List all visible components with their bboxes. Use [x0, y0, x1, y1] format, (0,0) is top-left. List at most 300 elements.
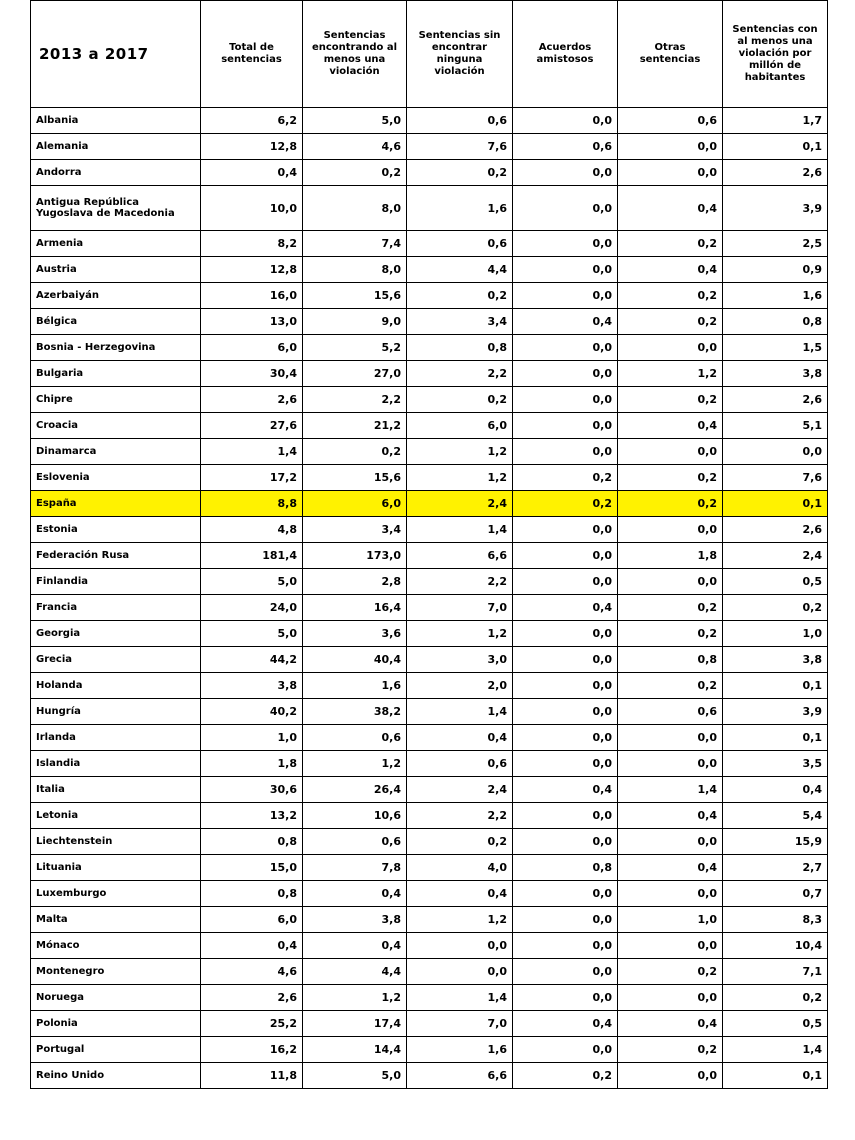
with-violation-cell: 4,6 — [303, 134, 407, 160]
with-violation-cell: 5,2 — [303, 335, 407, 361]
table-row — [31, 699, 828, 725]
table-row — [31, 361, 828, 387]
table-row — [31, 335, 828, 361]
table-row — [31, 673, 828, 699]
without-violation-cell: 1,6 — [407, 1037, 513, 1063]
friendly-settlements-cell: 0,0 — [513, 881, 618, 907]
with-violation-cell: 1,6 — [303, 673, 407, 699]
without-violation-cell: 6,6 — [407, 543, 513, 569]
country-cell: Luxemburgo — [31, 881, 201, 907]
table-row — [31, 647, 828, 673]
other-sentences-cell: 0,2 — [618, 283, 723, 309]
with-violation-cell: 2,8 — [303, 569, 407, 595]
without-violation-cell: 1,2 — [407, 465, 513, 491]
without-violation-cell: 1,2 — [407, 907, 513, 933]
other-sentences-cell: 1,0 — [618, 907, 723, 933]
without-violation-cell: 0,0 — [407, 933, 513, 959]
friendly-settlements-cell: 0,0 — [513, 829, 618, 855]
total-sentences-cell: 1,0 — [201, 725, 303, 751]
header-other-sentences: Otras sentencias — [618, 1, 723, 108]
other-sentences-cell: 0,2 — [618, 959, 723, 985]
total-sentences-cell: 2,6 — [201, 985, 303, 1011]
with-violation-cell: 26,4 — [303, 777, 407, 803]
with-violation-cell: 15,6 — [303, 283, 407, 309]
friendly-settlements-cell: 0,0 — [513, 907, 618, 933]
friendly-settlements-cell: 0,0 — [513, 257, 618, 283]
total-sentences-cell: 5,0 — [201, 621, 303, 647]
violation-per-million-cell: 0,1 — [723, 725, 828, 751]
country-cell: Mónaco — [31, 933, 201, 959]
table-row — [31, 134, 828, 160]
without-violation-cell: 2,0 — [407, 673, 513, 699]
header-violation-per-million: Sentencias con al menos una violación por millón de habitantes — [723, 1, 828, 108]
total-sentences-cell: 8,8 — [201, 491, 303, 517]
country-cell: Austria — [31, 257, 201, 283]
table-row — [31, 283, 828, 309]
friendly-settlements-cell: 0,0 — [513, 621, 618, 647]
with-violation-cell: 9,0 — [303, 309, 407, 335]
violation-per-million-cell: 3,9 — [723, 186, 828, 231]
violation-per-million-cell: 3,5 — [723, 751, 828, 777]
without-violation-cell: 0,6 — [407, 108, 513, 134]
violation-per-million-cell: 1,7 — [723, 108, 828, 134]
without-violation-cell: 1,4 — [407, 985, 513, 1011]
country-cell: Lituania — [31, 855, 201, 881]
table-row — [31, 257, 828, 283]
other-sentences-cell: 0,0 — [618, 160, 723, 186]
total-sentences-cell: 11,8 — [201, 1063, 303, 1089]
without-violation-cell: 1,6 — [407, 186, 513, 231]
violation-per-million-cell: 0,5 — [723, 569, 828, 595]
table-row — [31, 855, 828, 881]
violation-per-million-cell: 0,1 — [723, 134, 828, 160]
violation-per-million-cell: 5,1 — [723, 413, 828, 439]
total-sentences-cell: 4,6 — [201, 959, 303, 985]
with-violation-cell: 7,8 — [303, 855, 407, 881]
other-sentences-cell: 0,0 — [618, 1063, 723, 1089]
friendly-settlements-cell: 0,4 — [513, 777, 618, 803]
violation-per-million-cell: 15,9 — [723, 829, 828, 855]
with-violation-cell: 0,2 — [303, 439, 407, 465]
without-violation-cell: 0,2 — [407, 283, 513, 309]
total-sentences-cell: 10,0 — [201, 186, 303, 231]
country-cell: Letonia — [31, 803, 201, 829]
table-row — [31, 413, 828, 439]
country-cell: Grecia — [31, 647, 201, 673]
total-sentences-cell: 30,4 — [201, 361, 303, 387]
other-sentences-cell: 0,0 — [618, 517, 723, 543]
total-sentences-cell: 6,2 — [201, 108, 303, 134]
friendly-settlements-cell: 0,0 — [513, 387, 618, 413]
friendly-settlements-cell: 0,0 — [513, 933, 618, 959]
total-sentences-cell: 16,2 — [201, 1037, 303, 1063]
country-cell: Portugal — [31, 1037, 201, 1063]
violation-per-million-cell: 1,5 — [723, 335, 828, 361]
country-cell: Albania — [31, 108, 201, 134]
table-row — [31, 881, 828, 907]
violation-per-million-cell: 0,9 — [723, 257, 828, 283]
other-sentences-cell: 0,0 — [618, 881, 723, 907]
without-violation-cell: 1,4 — [407, 699, 513, 725]
other-sentences-cell: 0,4 — [618, 803, 723, 829]
country-cell: Montenegro — [31, 959, 201, 985]
table-row — [31, 777, 828, 803]
friendly-settlements-cell: 0,2 — [513, 491, 618, 517]
total-sentences-cell: 24,0 — [201, 595, 303, 621]
violation-per-million-cell: 2,6 — [723, 517, 828, 543]
country-cell: Chipre — [31, 387, 201, 413]
table-row — [31, 985, 828, 1011]
violation-per-million-cell: 2,6 — [723, 387, 828, 413]
table-header — [31, 1, 828, 108]
country-cell: España — [31, 491, 201, 517]
without-violation-cell: 3,0 — [407, 647, 513, 673]
friendly-settlements-cell: 0,4 — [513, 1011, 618, 1037]
friendly-settlements-cell: 0,0 — [513, 543, 618, 569]
violation-per-million-cell: 2,6 — [723, 160, 828, 186]
country-cell: Armenia — [31, 231, 201, 257]
total-sentences-cell: 2,6 — [201, 387, 303, 413]
friendly-settlements-cell: 0,8 — [513, 855, 618, 881]
table-row — [31, 1063, 828, 1089]
friendly-settlements-cell: 0,2 — [513, 1063, 618, 1089]
with-violation-cell: 4,4 — [303, 959, 407, 985]
total-sentences-cell: 15,0 — [201, 855, 303, 881]
other-sentences-cell: 1,8 — [618, 543, 723, 569]
country-cell: Eslovenia — [31, 465, 201, 491]
table-row — [31, 309, 828, 335]
other-sentences-cell: 1,2 — [618, 361, 723, 387]
other-sentences-cell: 0,2 — [618, 387, 723, 413]
other-sentences-cell: 0,6 — [618, 108, 723, 134]
table-row — [31, 803, 828, 829]
without-violation-cell: 1,2 — [407, 439, 513, 465]
without-violation-cell: 2,4 — [407, 491, 513, 517]
violation-per-million-cell: 2,4 — [723, 543, 828, 569]
friendly-settlements-cell: 0,0 — [513, 699, 618, 725]
friendly-settlements-cell: 0,6 — [513, 134, 618, 160]
total-sentences-cell: 30,6 — [201, 777, 303, 803]
total-sentences-cell: 3,8 — [201, 673, 303, 699]
with-violation-cell: 0,2 — [303, 160, 407, 186]
country-cell: Reino Unido — [31, 1063, 201, 1089]
country-cell: Bosnia - Herzegovina — [31, 335, 201, 361]
without-violation-cell: 4,4 — [407, 257, 513, 283]
with-violation-cell: 21,2 — [303, 413, 407, 439]
with-violation-cell: 27,0 — [303, 361, 407, 387]
total-sentences-cell: 0,8 — [201, 829, 303, 855]
with-violation-cell: 3,4 — [303, 517, 407, 543]
violation-per-million-cell: 10,4 — [723, 933, 828, 959]
violation-per-million-cell: 2,5 — [723, 231, 828, 257]
country-cell: Bulgaria — [31, 361, 201, 387]
country-cell: Hungría — [31, 699, 201, 725]
friendly-settlements-cell: 0,0 — [513, 439, 618, 465]
violation-per-million-cell: 0,1 — [723, 1063, 828, 1089]
table-row — [31, 387, 828, 413]
total-sentences-cell: 1,8 — [201, 751, 303, 777]
with-violation-cell: 5,0 — [303, 1063, 407, 1089]
country-cell: Irlanda — [31, 725, 201, 751]
without-violation-cell: 6,0 — [407, 413, 513, 439]
total-sentences-cell: 0,8 — [201, 881, 303, 907]
table-body — [31, 108, 828, 1089]
friendly-settlements-cell: 0,4 — [513, 595, 618, 621]
friendly-settlements-cell: 0,0 — [513, 803, 618, 829]
with-violation-cell: 10,6 — [303, 803, 407, 829]
with-violation-cell: 1,2 — [303, 985, 407, 1011]
with-violation-cell: 2,2 — [303, 387, 407, 413]
country-cell: Azerbaiyán — [31, 283, 201, 309]
table-row — [31, 160, 828, 186]
other-sentences-cell: 0,2 — [618, 673, 723, 699]
violation-per-million-cell: 0,2 — [723, 595, 828, 621]
table-row — [31, 725, 828, 751]
without-violation-cell: 0,4 — [407, 881, 513, 907]
without-violation-cell: 2,4 — [407, 777, 513, 803]
violation-per-million-cell: 2,7 — [723, 855, 828, 881]
violation-per-million-cell: 3,8 — [723, 361, 828, 387]
with-violation-cell: 0,6 — [303, 829, 407, 855]
friendly-settlements-cell: 0,0 — [513, 160, 618, 186]
table-row — [31, 959, 828, 985]
country-cell: Andorra — [31, 160, 201, 186]
other-sentences-cell: 0,0 — [618, 725, 723, 751]
with-violation-cell: 40,4 — [303, 647, 407, 673]
country-cell: Liechtenstein — [31, 829, 201, 855]
country-cell: Estonia — [31, 517, 201, 543]
country-cell: Croacia — [31, 413, 201, 439]
with-violation-cell: 38,2 — [303, 699, 407, 725]
violation-per-million-cell: 3,8 — [723, 647, 828, 673]
other-sentences-cell: 0,2 — [618, 595, 723, 621]
violation-per-million-cell: 1,6 — [723, 283, 828, 309]
other-sentences-cell: 0,0 — [618, 134, 723, 160]
with-violation-cell: 3,6 — [303, 621, 407, 647]
other-sentences-cell: 0,4 — [618, 186, 723, 231]
country-cell: Bélgica — [31, 309, 201, 335]
with-violation-cell: 5,0 — [303, 108, 407, 134]
country-cell: Antigua República Yugoslava de Macedonia — [31, 186, 201, 231]
without-violation-cell: 0,0 — [407, 959, 513, 985]
with-violation-cell: 8,0 — [303, 257, 407, 283]
table-row-highlighted — [31, 491, 828, 517]
country-cell: Finlandia — [31, 569, 201, 595]
other-sentences-cell: 0,8 — [618, 647, 723, 673]
country-cell: Noruega — [31, 985, 201, 1011]
table-row — [31, 829, 828, 855]
country-cell: Islandia — [31, 751, 201, 777]
friendly-settlements-cell: 0,0 — [513, 283, 618, 309]
table-row — [31, 231, 828, 257]
total-sentences-cell: 6,0 — [201, 907, 303, 933]
violation-per-million-cell: 0,1 — [723, 491, 828, 517]
table-row — [31, 621, 828, 647]
without-violation-cell: 0,4 — [407, 725, 513, 751]
with-violation-cell: 0,4 — [303, 881, 407, 907]
without-violation-cell: 7,0 — [407, 1011, 513, 1037]
without-violation-cell: 1,2 — [407, 621, 513, 647]
table-row — [31, 439, 828, 465]
friendly-settlements-cell: 0,0 — [513, 231, 618, 257]
country-cell: Malta — [31, 907, 201, 933]
with-violation-cell: 0,4 — [303, 933, 407, 959]
friendly-settlements-cell: 0,0 — [513, 108, 618, 134]
other-sentences-cell: 0,0 — [618, 829, 723, 855]
without-violation-cell: 4,0 — [407, 855, 513, 881]
other-sentences-cell: 0,0 — [618, 335, 723, 361]
total-sentences-cell: 40,2 — [201, 699, 303, 725]
friendly-settlements-cell: 0,0 — [513, 186, 618, 231]
total-sentences-cell: 4,8 — [201, 517, 303, 543]
without-violation-cell: 0,2 — [407, 829, 513, 855]
country-cell: Francia — [31, 595, 201, 621]
period-label: 2013 a 2017 — [31, 1, 201, 108]
other-sentences-cell: 0,0 — [618, 569, 723, 595]
total-sentences-cell: 13,0 — [201, 309, 303, 335]
total-sentences-cell: 181,4 — [201, 543, 303, 569]
total-sentences-cell: 0,4 — [201, 933, 303, 959]
country-cell: Georgia — [31, 621, 201, 647]
with-violation-cell: 15,6 — [303, 465, 407, 491]
friendly-settlements-cell: 0,0 — [513, 413, 618, 439]
total-sentences-cell: 13,2 — [201, 803, 303, 829]
other-sentences-cell: 0,0 — [618, 439, 723, 465]
total-sentences-cell: 5,0 — [201, 569, 303, 595]
violation-per-million-cell: 8,3 — [723, 907, 828, 933]
table-row — [31, 907, 828, 933]
violation-per-million-cell: 3,9 — [723, 699, 828, 725]
other-sentences-cell: 0,2 — [618, 465, 723, 491]
friendly-settlements-cell: 0,0 — [513, 959, 618, 985]
violation-per-million-cell: 0,2 — [723, 985, 828, 1011]
sentences-table — [30, 0, 828, 1089]
header-friendly-settlements: Acuerdos amistosos — [513, 1, 618, 108]
violation-per-million-cell: 0,4 — [723, 777, 828, 803]
violation-per-million-cell: 0,7 — [723, 881, 828, 907]
header-with-violation: Sentencias encontrando al menos una violación — [303, 1, 407, 108]
with-violation-cell: 173,0 — [303, 543, 407, 569]
with-violation-cell: 8,0 — [303, 186, 407, 231]
friendly-settlements-cell: 0,0 — [513, 985, 618, 1011]
without-violation-cell: 0,6 — [407, 231, 513, 257]
table-row — [31, 517, 828, 543]
other-sentences-cell: 0,4 — [618, 257, 723, 283]
other-sentences-cell: 0,6 — [618, 699, 723, 725]
other-sentences-cell: 0,4 — [618, 855, 723, 881]
total-sentences-cell: 1,4 — [201, 439, 303, 465]
with-violation-cell: 0,6 — [303, 725, 407, 751]
violation-per-million-cell: 5,4 — [723, 803, 828, 829]
table-row — [31, 751, 828, 777]
total-sentences-cell: 8,2 — [201, 231, 303, 257]
total-sentences-cell: 25,2 — [201, 1011, 303, 1037]
table-row — [31, 933, 828, 959]
violation-per-million-cell: 0,0 — [723, 439, 828, 465]
without-violation-cell: 7,6 — [407, 134, 513, 160]
other-sentences-cell: 0,0 — [618, 985, 723, 1011]
other-sentences-cell: 0,2 — [618, 231, 723, 257]
with-violation-cell: 14,4 — [303, 1037, 407, 1063]
total-sentences-cell: 16,0 — [201, 283, 303, 309]
other-sentences-cell: 1,4 — [618, 777, 723, 803]
total-sentences-cell: 17,2 — [201, 465, 303, 491]
without-violation-cell: 6,6 — [407, 1063, 513, 1089]
country-cell: Alemania — [31, 134, 201, 160]
without-violation-cell: 7,0 — [407, 595, 513, 621]
other-sentences-cell: 0,4 — [618, 1011, 723, 1037]
with-violation-cell: 6,0 — [303, 491, 407, 517]
other-sentences-cell: 0,0 — [618, 751, 723, 777]
without-violation-cell: 0,8 — [407, 335, 513, 361]
table-row — [31, 543, 828, 569]
table-row — [31, 569, 828, 595]
without-violation-cell: 0,6 — [407, 751, 513, 777]
friendly-settlements-cell: 0,0 — [513, 1037, 618, 1063]
friendly-settlements-cell: 0,2 — [513, 465, 618, 491]
other-sentences-cell: 0,2 — [618, 309, 723, 335]
friendly-settlements-cell: 0,0 — [513, 751, 618, 777]
total-sentences-cell: 0,4 — [201, 160, 303, 186]
other-sentences-cell: 0,2 — [618, 491, 723, 517]
total-sentences-cell: 44,2 — [201, 647, 303, 673]
violation-per-million-cell: 1,4 — [723, 1037, 828, 1063]
total-sentences-cell: 6,0 — [201, 335, 303, 361]
violation-per-million-cell: 0,1 — [723, 673, 828, 699]
friendly-settlements-cell: 0,0 — [513, 569, 618, 595]
without-violation-cell: 1,4 — [407, 517, 513, 543]
friendly-settlements-cell: 0,4 — [513, 309, 618, 335]
with-violation-cell: 1,2 — [303, 751, 407, 777]
without-violation-cell: 0,2 — [407, 160, 513, 186]
country-cell: Federación Rusa — [31, 543, 201, 569]
total-sentences-cell: 27,6 — [201, 413, 303, 439]
country-cell: Italia — [31, 777, 201, 803]
table-row — [31, 1011, 828, 1037]
without-violation-cell: 2,2 — [407, 361, 513, 387]
without-violation-cell: 0,2 — [407, 387, 513, 413]
with-violation-cell: 3,8 — [303, 907, 407, 933]
without-violation-cell: 3,4 — [407, 309, 513, 335]
table-row — [31, 186, 828, 231]
country-cell: Holanda — [31, 673, 201, 699]
violation-per-million-cell: 0,8 — [723, 309, 828, 335]
total-sentences-cell: 12,8 — [201, 134, 303, 160]
violation-per-million-cell: 0,5 — [723, 1011, 828, 1037]
other-sentences-cell: 0,2 — [618, 621, 723, 647]
other-sentences-cell: 0,2 — [618, 1037, 723, 1063]
violation-per-million-cell: 7,1 — [723, 959, 828, 985]
with-violation-cell: 16,4 — [303, 595, 407, 621]
friendly-settlements-cell: 0,0 — [513, 673, 618, 699]
table-row — [31, 595, 828, 621]
total-sentences-cell: 12,8 — [201, 257, 303, 283]
violation-per-million-cell: 1,0 — [723, 621, 828, 647]
table-row — [31, 108, 828, 134]
country-cell: Polonia — [31, 1011, 201, 1037]
other-sentences-cell: 0,4 — [618, 413, 723, 439]
country-cell: Dinamarca — [31, 439, 201, 465]
friendly-settlements-cell: 0,0 — [513, 517, 618, 543]
table-row — [31, 1037, 828, 1063]
violation-per-million-cell: 7,6 — [723, 465, 828, 491]
other-sentences-cell: 0,0 — [618, 933, 723, 959]
table-row — [31, 465, 828, 491]
friendly-settlements-cell: 0,0 — [513, 725, 618, 751]
header-row — [31, 1, 828, 108]
header-without-violation: Sentencias sin encontrar ninguna violación — [407, 1, 513, 108]
without-violation-cell: 2,2 — [407, 569, 513, 595]
